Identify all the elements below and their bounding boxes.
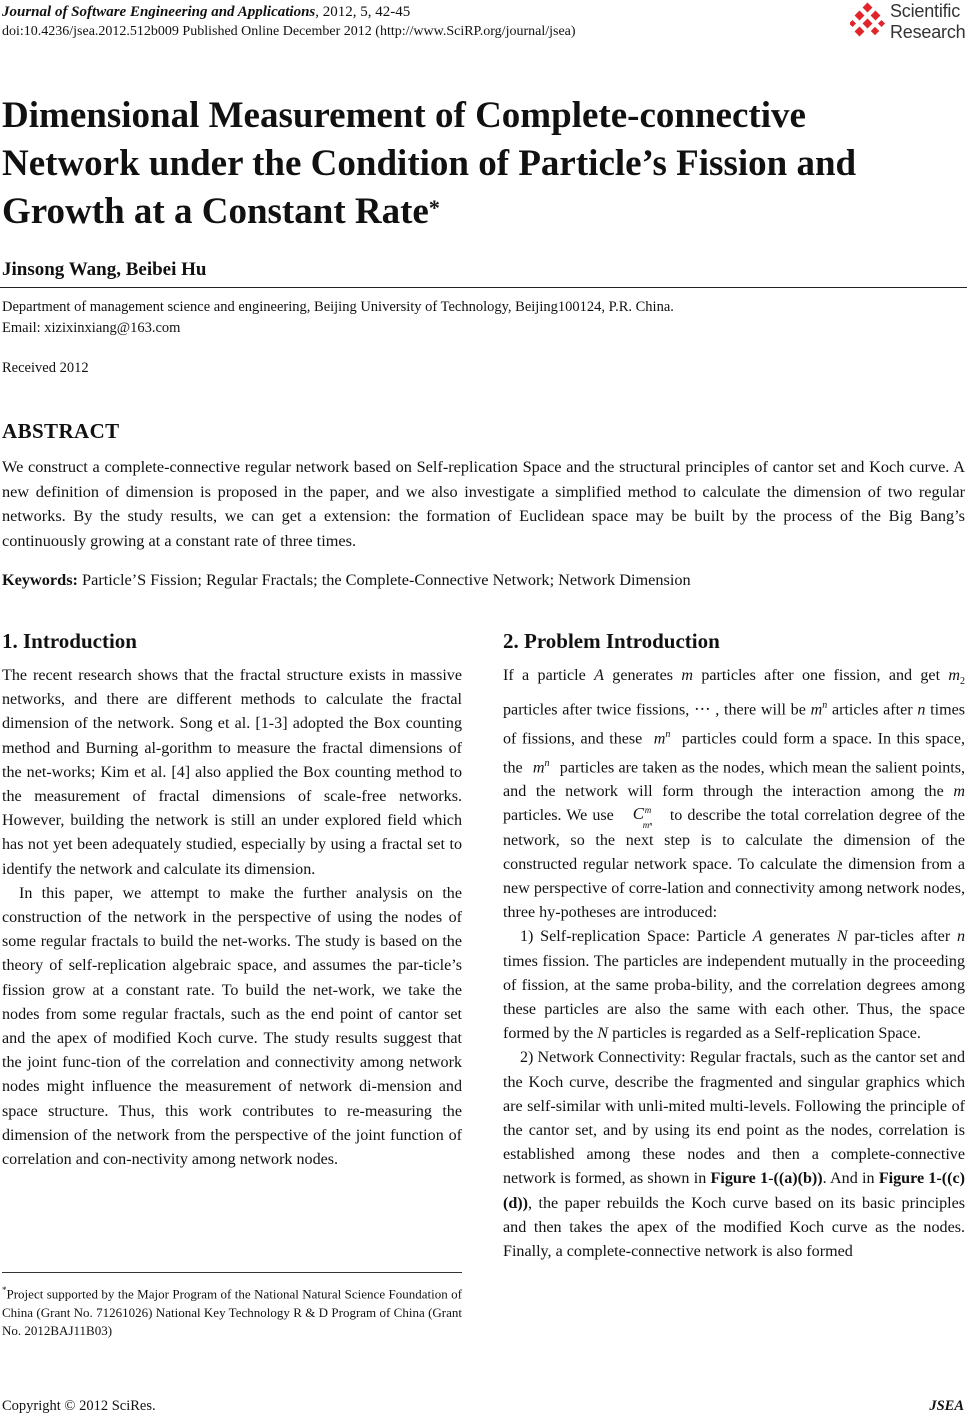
header-rule <box>0 287 967 288</box>
figure-ref-1ab[interactable]: ((a)(b)) <box>773 1170 823 1188</box>
section-1-paragraph-1: The recent research shows that the fractal structure exists in massive networks, and there are different methods to calculate the fractal dimension of the network. Song et al. [1-3] adopted the Box counting method and Burning al-gorithm to measure the fractal dimensions of the net-works; Kim et al. [4] also applied the Box counting method to the measurement of fractal dimensions of scale-free networks. However, building the network is still an under explored field which has not yet been adequately studied, especially by using a fractal set to identify the network and calculate its dimension. <box>2 667 462 878</box>
figure-ref-1[interactable]: Figure 1 <box>710 1170 769 1188</box>
keywords <box>2 569 965 591</box>
section-2-heading: 2. Problem Introduction <box>503 629 720 653</box>
logo-word-research: Research <box>890 22 966 42</box>
footnote-mark: * <box>2 1285 7 1295</box>
affiliation: Department of management science and engineering, Beijing University of Technology, Beijing100124, P.R. China. <box>2 299 674 315</box>
title-line-1: Dimensional Measurement of Complete-connective <box>2 95 806 136</box>
abstract-heading: ABSTRACT <box>2 419 120 443</box>
keywords-text: Particle’S Fission; Regular Fractals; the Complete-Connective Network; Network Dimension <box>77 570 691 589</box>
paper-title <box>2 92 942 236</box>
footnote-text: Project supported by the Major Program of the National Natural Science Foundation of China (Grant No. 71261026) National Key Technology R & D Program of China (Grant No. 2012BAJ11B03) <box>2 1286 462 1339</box>
title-line-3 <box>2 188 942 236</box>
title-line-3-text: Growth at a Constant Rate <box>2 191 429 232</box>
affiliation-block <box>2 297 674 339</box>
section-2-paragraph-2: 1) Self-replication Space: Particle A generates N par-ticles after n times fission. The particles are independent mutually in the proceeding of fission, at the same proba-bility, and the correlation degrees among these particles are also the same with each other. Thus, the space formed by the N particles is regarded as a Self-replication Space. <box>503 928 965 1043</box>
scirp-logo-icon <box>850 2 888 42</box>
section-1-body <box>2 664 462 1172</box>
logo-word-scientific: Scientific <box>890 1 961 21</box>
math-m-power-n: $m^n$ <box>532 757 550 776</box>
title-line-2: Network under the Condition of Particle’s Fission and <box>2 143 857 184</box>
keywords-label: Keywords: <box>2 570 78 589</box>
journal-abbreviation-footer: JSEA <box>929 1398 964 1414</box>
footnote <box>2 1281 462 1341</box>
author-email: Email: xizixinxiang@163.com <box>2 320 181 336</box>
section-2-paragraph-3: 2) Network Connectivity: Regular fractals, such as the cantor set and the Koch curve, describe the fragmented and singular graphics which are self-similar with unli-mited multi-levels. Following the principle of the cantor set, and by using its end point as the nodes, correlation is established among these nodes and then a complete-connective network is formed, as shown in Figure 1-((a)(b)). And in Figure 1-((c)(d)), the paper rebuilds the Koch curve based on its basic principles and then takes the apex of the modified Koch curve as the nodes. Finally, a complete-connective network is also formed <box>503 1049 965 1260</box>
journal-citation: , 2012, 5, 42-45 <box>315 4 411 20</box>
section-2-body <box>503 664 965 1264</box>
received-date: Received 2012 <box>2 360 89 376</box>
figure-ref-1cd[interactable]: Figure 1-((c)(d)) <box>503 1170 965 1212</box>
copyright-footer: Copyright © 2012 SciRes. <box>2 1398 156 1414</box>
author-list: Jinsong Wang, Beibei Hu <box>2 259 207 280</box>
title-footnote-mark: * <box>428 195 440 220</box>
journal-name: Journal of Software Engineering and Applications <box>2 4 316 20</box>
section-1-paragraph-2: In this paper, we attempt to make the further analysis on the construction of the network in the perspective of using the nodes of some regular fractals to build the net-works. The study is based on the theory of self-replication algebraic space, and assumes the par-ticle’s fission grow at a constant rate. To build the net-work, we take the nodes from some regular fractals, such as the end point of cantor set and the apex of modified Koch curve. The study results suggest that the joint func-tion of the correlation and connectivity among network nodes might influence the measurement of network di-mension and space structure. Thus, this work contributes to re-measuring the dimension of the network from the perspective of the joint function of correlation and con-nectivity among network nodes. <box>2 884 462 1169</box>
abstract-text: We construct a complete-connective regular network based on Self-replication Space and the structural principles of cantor set and Koch curve. A new definition of dimension is proposed in the paper, and we also investigate a simplified method to calculate the dimension of two regular networks. By the study results, we can get a extension: the formation of Euclidean space may be built by the process of the Big Bang’s continuously growing at a constant rate of three times. <box>2 457 965 550</box>
section-2-paragraph-1: If a particle A generates m particles after one fission, and get $m_2$ particles after twice fissions, ⋅⋅⋅ , there will be $m^n$ articles after n times of fissions, and these $m^n$ particles could form a space. In this space, the $m^n$ particles are taken as the nodes, which mean the salient points, and the network will form through the interaction among the m particles. We use C m mⁿ to describe the total correlation degree of the network, so the next step is to calculate the dimension of the constructed regular network space. To calculate the dimension from a new perspective of corre-lation and connectivity among network nodes, three hy-potheses are introduced: <box>503 667 966 922</box>
footnote-rule <box>2 1272 462 1273</box>
section-1-heading: 1. Introduction <box>2 629 137 653</box>
math-combination-symbol: C m mⁿ <box>632 804 653 831</box>
math-m-power-n: $m^n$ <box>653 728 671 748</box>
scirp-logo <box>850 0 967 44</box>
doi-line: doi:10.4236/jsea.2012.512b009 Published Online December 2012 (http://www.SciRP.org/journal/jsea) <box>2 24 576 39</box>
journal-header <box>2 2 410 22</box>
